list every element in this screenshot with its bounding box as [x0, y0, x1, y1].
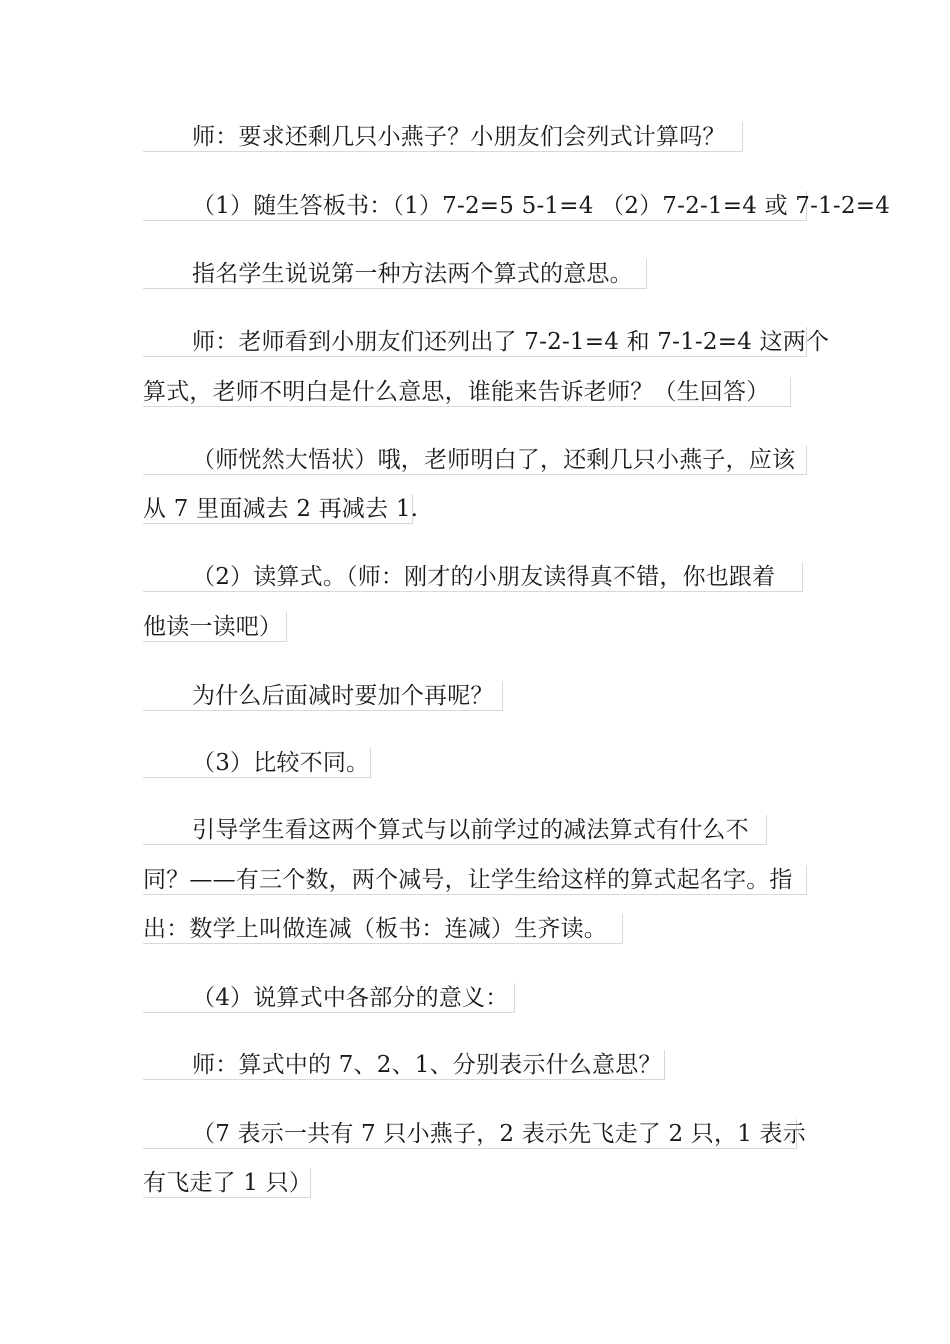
paragraph-line: 出：数学上叫做连减（板书：连减）生齐读。	[143, 914, 623, 944]
paragraph-line: 为什么后面减时要加个再呢？	[143, 681, 503, 711]
paragraph-line: 他读一读吧）	[143, 612, 287, 642]
paragraph-line: （4）说算式中各部分的意义：	[143, 983, 515, 1013]
paragraph-line: 同？——有三个数，两个减号，让学生给这样的算式起名字。指	[143, 865, 807, 895]
paragraph-line: （2）读算式。（师：刚才的小朋友读得真不错，你也跟着	[143, 562, 803, 592]
paragraph-line: 师：算式中的 7、2、1、分别表示什么意思？	[143, 1050, 665, 1080]
paragraph-line: 指名学生说说第一种方法两个算式的意思。	[143, 259, 647, 289]
paragraph-line: 从 7 里面减去 2 再减去 1.	[143, 496, 419, 522]
paragraph-line: （1）随生答板书：（1）7-2=5 5-1=4 （2）7-2-1=4 或 7-1-2=4	[143, 191, 807, 221]
paragraph-line: （师恍然大悟状）哦，老师明白了，还剩几只小燕子，应该	[143, 445, 807, 475]
paragraph-line: （3）比较不同。	[143, 748, 371, 778]
paragraph-line: 有飞走了 1 只）	[143, 1170, 313, 1196]
paragraph-line: （7 表示一共有 7 只小燕子，2 表示先飞走了 2 只，1 表示	[143, 1119, 797, 1149]
paragraph-line: 师：老师看到小朋友们还列出了 7-2-1=4 和 7-1-2=4 这两个	[143, 327, 807, 357]
paragraph-line: 师：要求还剩几只小燕子？小朋友们会列式计算吗？	[143, 122, 743, 152]
paragraph-line: 引导学生看这两个算式与以前学过的减法算式有什么不	[143, 815, 767, 845]
paragraph-line: 算式，老师不明白是什么意思，谁能来告诉老师？（生回答）	[143, 377, 791, 407]
